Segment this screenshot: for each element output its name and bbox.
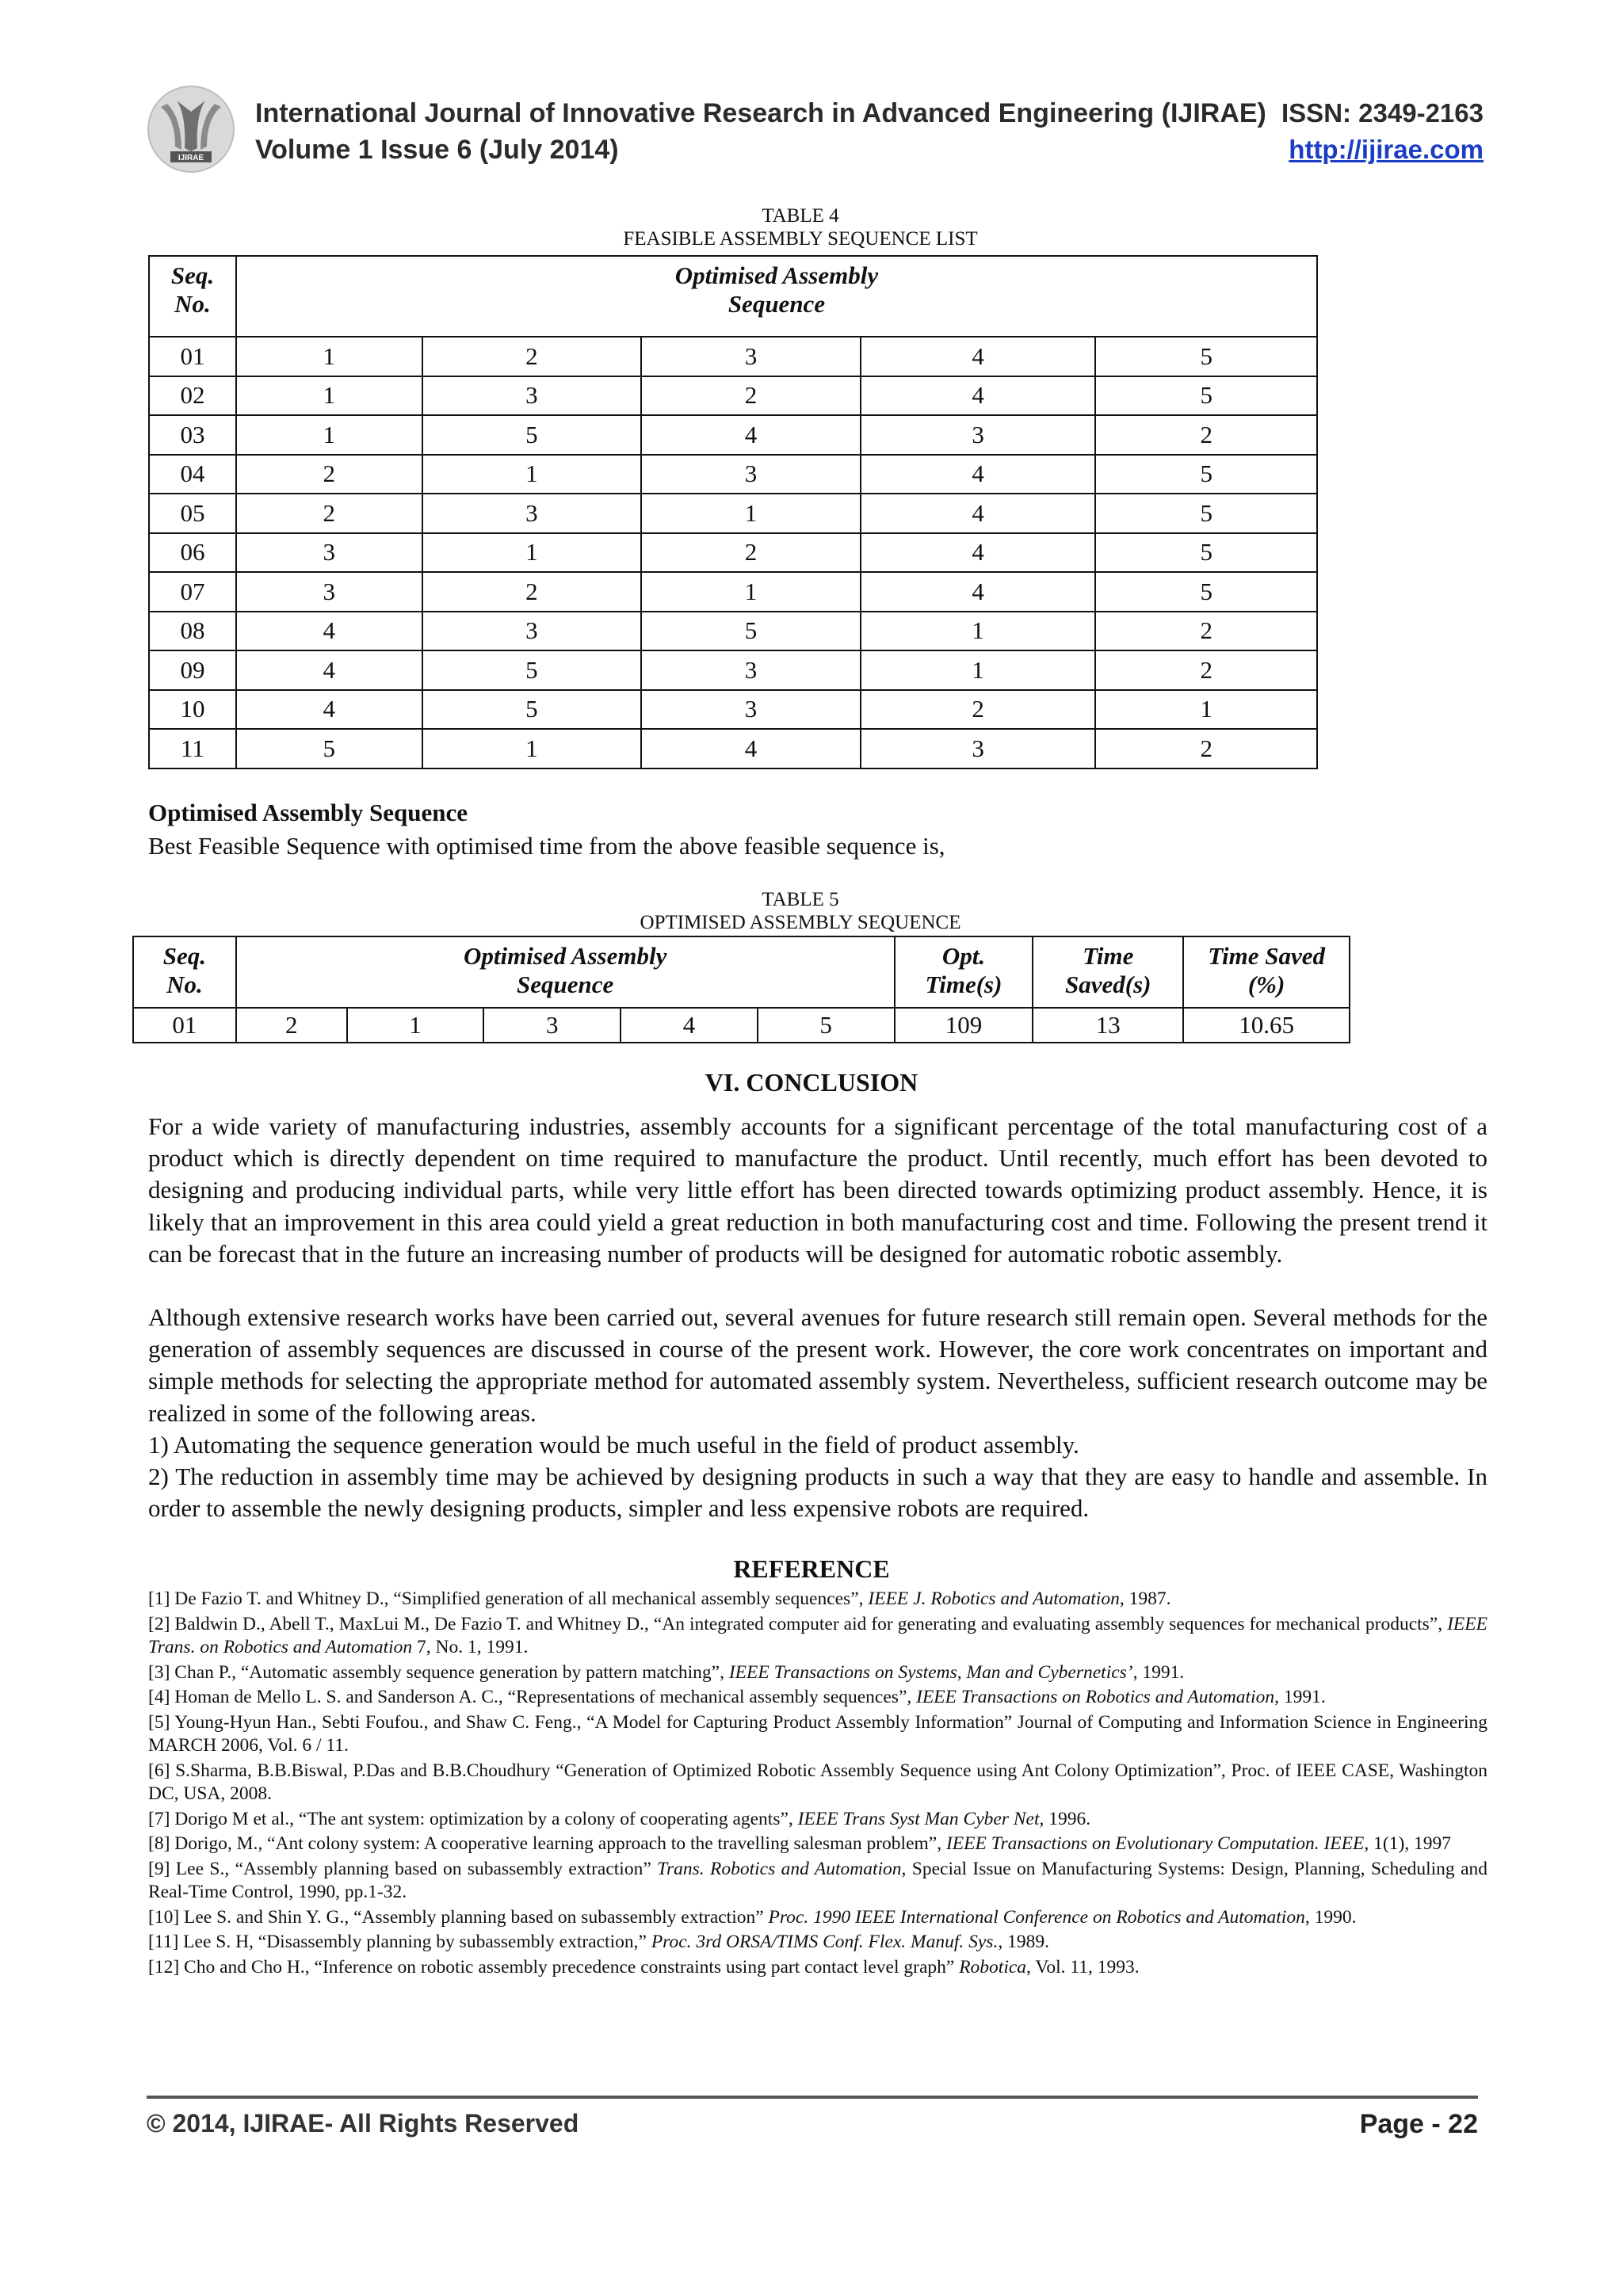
reference-item: [1] De Fazio T. and Whitney D., “Simplified generation of all mechanical assembly sequences”, IEEE J. Robotics and Automation, 1987. xyxy=(148,1589,1171,1609)
table-cell: 01 xyxy=(133,1008,236,1043)
optimised-heading: Optimised Assembly Sequence xyxy=(148,799,468,826)
table-cell: 2 xyxy=(641,376,861,416)
t5-optimised-sequence-header: Optimised Assembly Sequence xyxy=(236,936,895,1008)
reference-item: [3] Chan P., “Automatic assembly sequence generation by pattern matching”, IEEE Transactions on Systems, Man and Cybernetics’, 1991. xyxy=(148,1661,1185,1683)
optimised-sequence-table xyxy=(132,936,1350,1043)
reference-item: [5] Young-Hyun Han., Sebti Foufou., and Shaw C. Feng., “A Model for Capturing Product Assembly Information” Journal of Computing and Information Science in Engineering MARCH 2006, Vol. 6 / 11. xyxy=(148,1711,1487,1756)
table-row xyxy=(149,533,1317,573)
table-cell: 4 xyxy=(236,650,422,690)
conclusion-list-item: 2) The reduction in assembly time may be achieved by designing products in such a way that they are easy to handle and assemble. In order to assemble the newly designing products, simpler and less expensive robots are required. xyxy=(148,1463,1487,1523)
table-cell: 2 xyxy=(236,1008,347,1043)
table-cell: 3 xyxy=(861,415,1096,455)
table-cell: 2 xyxy=(1095,729,1317,769)
table5-caption xyxy=(602,888,999,934)
table-cell: 1 xyxy=(1095,690,1317,730)
table-cell: 4 xyxy=(641,415,861,455)
table-cell: 5 xyxy=(1095,494,1317,533)
seq-no-cell: 08 xyxy=(149,612,236,651)
table-cell: 5 xyxy=(758,1008,895,1043)
table-row xyxy=(149,376,1317,416)
table-cell: 5 xyxy=(1095,572,1317,612)
conclusion-paragraph: For a wide variety of manufacturing industries, assembly accounts for a significant percentage of the total manufacturing cost of a product which is directly dependent on time required to manufacture the product. Until recently, much effort has been devoted to designing and producing individual parts, while very little effort has been directed towards optimizing product assembly. Hence, it is likely that an improvement in this area could yield a great reduction in both manufacturing cost and time. Following the present trend it can be forecast that in the future an increasing number of products will be designed for automatic robotic assembly. xyxy=(148,1112,1487,1268)
table-cell: 4 xyxy=(641,729,861,769)
table-cell: 1 xyxy=(236,376,422,416)
page-number: Page - 22 xyxy=(1359,2109,1478,2139)
table-cell: 4 xyxy=(861,376,1096,416)
table-row xyxy=(149,337,1317,376)
seq-no-cell: 05 xyxy=(149,494,236,533)
table-row xyxy=(133,1008,1350,1043)
table-row xyxy=(149,650,1317,690)
table-row xyxy=(149,455,1317,494)
table-cell: 1 xyxy=(641,572,861,612)
table-row xyxy=(149,690,1317,730)
table-cell: 1 xyxy=(422,533,642,573)
seq-no-cell: 10 xyxy=(149,690,236,730)
table-cell: 5 xyxy=(422,415,642,455)
t5-time-saved-header: Time Saved(s) xyxy=(1033,936,1183,1008)
feasible-sequence-table xyxy=(148,255,1318,769)
table-cell: 4 xyxy=(236,612,422,651)
table-cell: 3 xyxy=(641,337,861,376)
table-cell: 5 xyxy=(236,729,422,769)
reference-item: [4] Homan de Mello L. S. and Sanderson A. C., “Representations of mechanical assembly sequences”, IEEE Transactions on Robotics and Automation, 1991. xyxy=(148,1687,1326,1707)
reference-item: [11] Lee S. H, “Disassembly planning by subassembly extraction,” Proc. 3rd ORSA/TIMS Conf. Flex. Manuf. Sys., 1989. xyxy=(148,1932,1049,1952)
table-cell: 1 xyxy=(236,415,422,455)
table-cell: 13 xyxy=(1033,1008,1183,1043)
table-cell: 1 xyxy=(422,455,642,494)
journal-volume: Volume 1 Issue 6 (July 2014) xyxy=(255,135,619,165)
table-cell: 3 xyxy=(861,729,1096,769)
copyright: © 2014, IJIRAE- All Rights Reserved xyxy=(147,2109,579,2138)
table-cell: 1 xyxy=(641,494,861,533)
seq-no-header: Seq. No. xyxy=(149,256,236,337)
table-cell: 5 xyxy=(422,650,642,690)
journal-logo-icon xyxy=(147,83,235,175)
conclusion-list-item: 1) Automating the sequence generation would be much useful in the field of product assembly. xyxy=(148,1431,1079,1459)
table-cell: 4 xyxy=(861,572,1096,612)
table-cell: 3 xyxy=(422,612,642,651)
table4-body xyxy=(149,337,1317,769)
reference-item: [6] S.Sharma, B.B.Biswal, P.Das and B.B.Choudhury “Generation of Optimized Robotic Assembly Sequence using Ant Colony Optimization”, Proc. of IEEE CASE, Washington DC, USA, 2008. xyxy=(148,1760,1487,1804)
conclusion-heading: VI. CONCLUSION xyxy=(705,1068,918,1097)
table-cell: 3 xyxy=(236,533,422,573)
table-cell: 3 xyxy=(483,1008,621,1043)
reference-item: [2] Baldwin D., Abell T., MaxLui M., De Fazio T. and Whitney D., “An integrated computer aid for generating and evaluating assembly sequences for mechanical products”, IEEE Trans. on Robotics and Automation 7, No. 1, 1991. xyxy=(148,1613,1487,1657)
table-cell: 10.65 xyxy=(1183,1008,1350,1043)
table-row xyxy=(149,612,1317,651)
table-cell: 2 xyxy=(1095,415,1317,455)
table-cell: 1 xyxy=(236,337,422,376)
table4-title: FEASIBLE ASSEMBLY SEQUENCE LIST xyxy=(623,228,978,250)
table-cell: 5 xyxy=(1095,337,1317,376)
logo-text: IJIRAE xyxy=(178,154,204,162)
seq-no-cell: 03 xyxy=(149,415,236,455)
table-cell: 4 xyxy=(861,533,1096,573)
optimised-text: Best Feasible Sequence with optimised time from the above feasible sequence is, xyxy=(148,832,945,860)
table5-label: TABLE 5 xyxy=(762,889,839,910)
table-cell: 2 xyxy=(1095,650,1317,690)
table-row xyxy=(149,415,1317,455)
table-cell: 5 xyxy=(422,690,642,730)
reference-item: [9] Lee S., “Assembly planning based on subassembly extraction” Trans. Robotics and Automation, Special Issue on Manufacturing Systems: Design, Planning, Scheduling and Real-Time Control, 1990, pp.1-32. xyxy=(148,1858,1488,1902)
table-cell: 3 xyxy=(236,572,422,612)
table-cell: 2 xyxy=(861,690,1096,730)
table-cell: 3 xyxy=(422,494,642,533)
table-cell: 4 xyxy=(861,455,1096,494)
table4-caption xyxy=(602,204,999,250)
table-cell: 4 xyxy=(861,494,1096,533)
table-cell: 2 xyxy=(641,533,861,573)
seq-no-cell: 11 xyxy=(149,729,236,769)
seq-no-cell: 07 xyxy=(149,572,236,612)
reference-heading: REFERENCE xyxy=(733,1554,890,1583)
table-cell: 4 xyxy=(621,1008,758,1043)
seq-no-cell: 04 xyxy=(149,455,236,494)
table-cell: 1 xyxy=(347,1008,484,1043)
reference-item: [7] Dorigo M et al., “The ant system: optimization by a colony of cooperating agents”, IEEE Trans Syst Man Cyber Net, 1996. xyxy=(148,1808,1091,1829)
t5-time-saved-pct-header: Time Saved (%) xyxy=(1183,936,1350,1008)
t5-opt-time-header: Opt. Time(s) xyxy=(895,936,1033,1008)
table4-label: TABLE 4 xyxy=(762,205,839,227)
issn: ISSN: 2349-2163 xyxy=(1281,98,1484,128)
conclusion-paragraph: Although extensive research works have been carried out, several avenues for future research still remain open. Several methods for the generation of assembly sequences are discussed in course of the present work. However, the core work concentrates on important and simple methods for selecting the appropriate method for automated assembly system. Nevertheless, sufficient research outcome may be realized in some of the following areas. xyxy=(148,1303,1487,1427)
seq-no-cell: 06 xyxy=(149,533,236,573)
table-cell: 3 xyxy=(641,455,861,494)
table-cell: 2 xyxy=(422,337,642,376)
website-link[interactable]: http://ijirae.com xyxy=(1289,135,1484,164)
seq-no-cell: 01 xyxy=(149,337,236,376)
table-cell: 1 xyxy=(861,612,1096,651)
table-row xyxy=(149,494,1317,533)
table-cell: 4 xyxy=(861,337,1096,376)
reference-item: [8] Dorigo, M., “Ant colony system: A cooperative learning approach to the travelling salesman problem”, IEEE Transactions on Evolutionary Computation. IEEE, 1(1), 1997 xyxy=(148,1833,1452,1854)
table-cell: 109 xyxy=(895,1008,1033,1043)
footer-divider xyxy=(147,2096,1478,2099)
table-cell: 5 xyxy=(641,612,861,651)
reference-item: [12] Cho and Cho H., “Inference on robotic assembly precedence constraints using part contact level graph” Robotica, Vol. 11, 1993. xyxy=(148,1956,1140,1978)
reference-item: [10] Lee S. and Shin Y. G., “Assembly planning based on subassembly extraction” Proc. 1990 IEEE International Conference on Robotics and Automation, 1990. xyxy=(148,1906,1357,1928)
table-cell: 5 xyxy=(1095,376,1317,416)
seq-no-cell: 02 xyxy=(149,376,236,416)
table-cell: 3 xyxy=(641,690,861,730)
table-cell: 2 xyxy=(236,494,422,533)
table-cell: 5 xyxy=(1095,455,1317,494)
table-row xyxy=(149,572,1317,612)
table-cell: 3 xyxy=(641,650,861,690)
table-cell: 1 xyxy=(422,729,642,769)
seq-no-cell: 09 xyxy=(149,650,236,690)
table-row xyxy=(149,729,1317,769)
table5-title: OPTIMISED ASSEMBLY SEQUENCE xyxy=(640,912,961,933)
table-cell: 5 xyxy=(1095,533,1317,573)
table-cell: 1 xyxy=(861,650,1096,690)
table-cell: 2 xyxy=(236,455,422,494)
t5-seq-no-header: Seq. No. xyxy=(133,936,236,1008)
table-cell: 4 xyxy=(236,690,422,730)
table-cell: 2 xyxy=(1095,612,1317,651)
reference-list xyxy=(148,1588,1487,1981)
optimised-sequence-header: Optimised Assembly Sequence xyxy=(236,256,1317,337)
table-cell: 3 xyxy=(422,376,642,416)
journal-title: International Journal of Innovative Research in Advanced Engineering (IJIRAE) xyxy=(255,98,1266,128)
table-cell: 2 xyxy=(422,572,642,612)
